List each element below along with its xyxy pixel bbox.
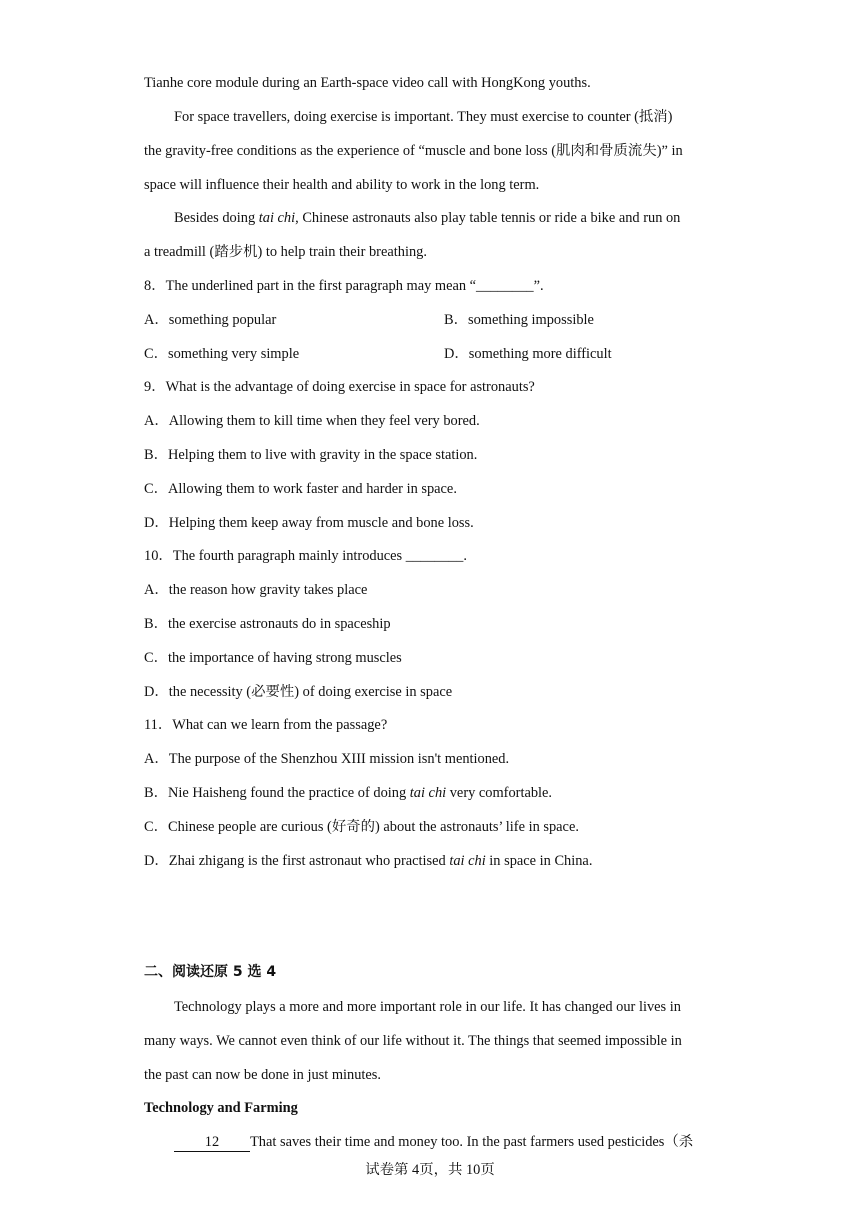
question-11-option-a[interactable]: A．The purpose of the Shenzhou XIII mission isn't mentioned. (144, 751, 510, 767)
question-8-option-d[interactable]: D．something more difficult (444, 346, 612, 362)
passage-paragraph-2-line-2: the gravity-free conditions as the experience of “muscle and bone loss (肌肉和骨质流失)” in (144, 143, 683, 159)
text-segment: very comfortable. (446, 785, 553, 801)
question-8-option-b[interactable]: B．something impossible (444, 312, 594, 328)
section2-subheading: Technology and Farming (144, 1100, 298, 1116)
page-footer: 试卷第 4页，共 10页 (365, 1162, 495, 1178)
text-segment: That saves their time and money too. In the past farmers used pesticides（杀 (250, 1134, 694, 1150)
question-11-option-c[interactable]: C．Chinese people are curious (好奇的) about the astronauts’ life in space. (144, 819, 579, 835)
question-11-option-b[interactable] (144, 783, 552, 803)
text-segment: Besides doing (174, 210, 259, 226)
answer-blank-12[interactable]: 12 (174, 1134, 250, 1152)
passage-paragraph-1-tail: Tianhe core module during an Earth-space video call with HongKong youths. (144, 75, 591, 91)
question-10-option-c[interactable]: C．the importance of having strong muscles (144, 650, 402, 666)
text-segment: D．Zhai zhigang is the first astronaut who practised (144, 853, 450, 869)
section-heading: 二、阅读还原 5 选 4 (144, 964, 277, 980)
question-11-option-d[interactable] (144, 851, 592, 871)
passage-paragraph-3-line-1 (174, 208, 680, 228)
text-segment: , Chinese astronauts also play table tennis or ride a bike and run on (295, 210, 681, 226)
italic-term: tai chi (449, 853, 486, 869)
question-9-stem: 9．What is the advantage of doing exercise in space for astronauts? (144, 379, 535, 395)
question-8-stem: 8．The underlined part in the first paragraph may mean “________”. (144, 278, 544, 294)
passage-paragraph-2-line-1: For space travellers, doing exercise is important. They must exercise to counter (抵消) (174, 109, 673, 125)
passage-paragraph-3-line-2: a treadmill (踏步机) to help train their breathing. (144, 244, 427, 260)
question-11-stem: 11．What can we learn from the passage? (144, 717, 388, 733)
question-10-option-a[interactable]: A．the reason how gravity takes place (144, 582, 368, 598)
question-9-option-c[interactable]: C．Allowing them to work faster and harder in space. (144, 481, 457, 497)
question-9-option-b[interactable]: B．Helping them to live with gravity in the space station. (144, 447, 478, 463)
italic-term: tai chi (258, 210, 296, 226)
section2-intro-line-1: Technology plays a more and more important role in our life. It has changed our lives in (174, 999, 681, 1015)
question-10-option-b[interactable]: B．the exercise astronauts do in spaceship (144, 616, 391, 632)
section2-intro-line-2: many ways. We cannot even think of our life without it. The things that seemed impossible in (144, 1033, 682, 1049)
question-9-option-d[interactable]: D．Helping them keep away from muscle and bone loss. (144, 515, 474, 531)
section2-intro-line-3: the past can now be done in just minutes. (144, 1067, 382, 1083)
passage-paragraph-2-line-3: space will influence their health and ability to work in the long term. (144, 177, 540, 193)
section2-blank-line (174, 1132, 693, 1152)
question-9-option-a[interactable]: A．Allowing them to kill time when they feel very bored. (144, 413, 480, 429)
italic-term: tai chi (409, 785, 447, 801)
question-8-option-c[interactable]: C．something very simple (144, 346, 300, 362)
question-8-option-a[interactable]: A．something popular (144, 312, 277, 328)
question-10-stem: 10．The fourth paragraph mainly introduces ________. (144, 548, 467, 564)
text-segment: B．Nie Haisheng found the practice of doing (144, 785, 410, 801)
text-segment: in space in China. (485, 853, 593, 869)
question-10-option-d[interactable]: D．the necessity (必要性) of doing exercise in space (144, 684, 453, 700)
